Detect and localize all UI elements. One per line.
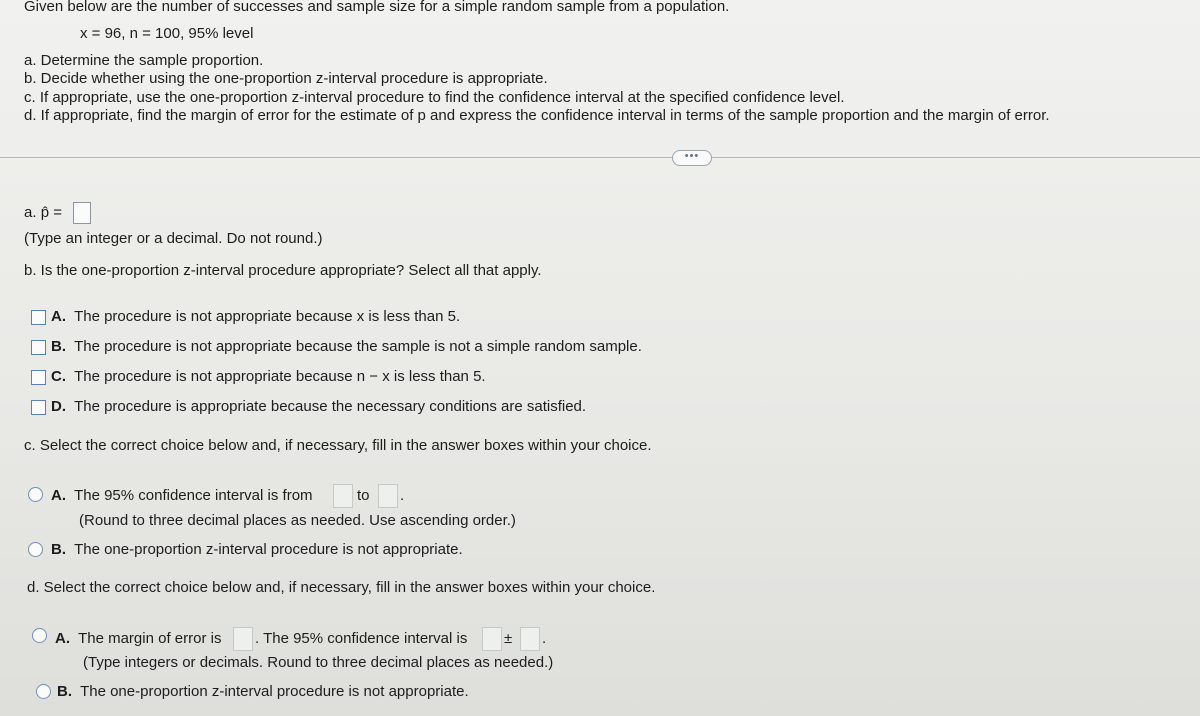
option-letter: A. [51,308,66,325]
checkbox-option-c[interactable] [31,370,46,385]
problem-intro: Given below are the number of successes and sample size for a simple random sample from a population. [24,0,730,15]
task-a: a. Determine the sample proportion. [24,52,264,69]
task-d: d. If appropriate, find the margin of error for the estimate of p and express the confidence interval in terms of the sample proportion and the margin of error. [24,107,1050,124]
more-button[interactable]: ••• [672,150,712,166]
radio-d-option-b[interactable] [36,684,51,699]
radio-c-option-a[interactable] [28,487,43,502]
phat-ci-box[interactable] [482,627,502,651]
option-text: The procedure is appropriate because the necessary conditions are satisfied. [74,398,587,415]
part-a-hint: (Type an integer or a decimal. Do not round.) [24,230,323,247]
part-d-question: d. Select the correct choice below and, if necessary, fill in the answer boxes within your choice. [27,579,656,596]
period: . [542,630,547,647]
option-letter: A. [51,487,66,504]
option-text: The one-proportion z-interval procedure is not appropriate. [74,541,463,558]
option-letter: D. [51,398,66,415]
to-label: to [357,487,370,504]
part-c-option-a-hint: (Round to three decimal places as needed. Use ascending order.) [79,512,516,529]
plus-minus-sign: ± [504,630,513,647]
period: . [400,487,405,504]
me-ci-box[interactable] [520,627,540,651]
part-a-letter: a. [24,204,37,221]
radio-d-option-a[interactable] [32,628,47,643]
option-letter: C. [51,368,66,385]
part-c-question: c. Select the correct choice below and, if necessary, fill in the answer boxes within your choice. [24,437,652,454]
option-text: The procedure is not appropriate because the sample is not a simple random sample. [74,338,642,355]
option-text: The margin of error is [78,630,222,647]
checkbox-option-a[interactable] [31,310,46,325]
equals-sign: = [53,204,62,221]
part-c-option-b[interactable] [51,541,463,558]
ci-upper-box[interactable] [378,484,398,508]
option-letter: B. [51,541,66,558]
checkbox-option-d[interactable] [31,400,46,415]
part-c-option-a[interactable] [51,487,313,504]
part-d-option-b[interactable] [57,683,469,700]
checkbox-option-b[interactable] [31,340,46,355]
option-letter: A. [55,630,70,647]
option-text: The procedure is not appropriate because x is less than 5. [74,308,461,325]
option-letter: B. [51,338,66,355]
part-d-option-a[interactable] [55,630,221,647]
part-b-option-c[interactable] [51,368,486,385]
task-c: c. If appropriate, use the one-proportion z-interval procedure to find the confidence interval at the specified confidence level. [24,89,845,106]
phat-answer-box[interactable] [73,202,91,224]
option-text: The 95% confidence interval is from [74,487,313,504]
margin-of-error-box[interactable] [233,627,253,651]
ci-label: . The 95% confidence interval is [255,630,468,647]
part-b-option-d[interactable] [51,398,586,415]
option-text: The procedure is not appropriate because n − x is less than 5. [74,368,486,385]
option-text: The one-proportion z-interval procedure is not appropriate. [80,683,469,700]
part-b-option-a[interactable] [51,308,460,325]
option-letter: B. [57,683,72,700]
phat-symbol: p̂ [40,204,50,221]
part-d-option-a-hint: (Type integers or decimals. Round to three decimal places as needed.) [83,654,554,671]
radio-c-option-b[interactable] [28,542,43,557]
part-b-question: b. Is the one-proportion z-interval procedure appropriate? Select all that apply. [24,262,542,279]
part-b-option-b[interactable] [51,338,642,355]
task-b: b. Decide whether using the one-proportion z-interval procedure is appropriate. [24,70,548,87]
part-a-label [24,204,62,221]
ci-lower-box[interactable] [333,484,353,508]
given-values: x = 96, n = 100, 95% level [80,25,254,42]
section-divider [0,157,1200,158]
